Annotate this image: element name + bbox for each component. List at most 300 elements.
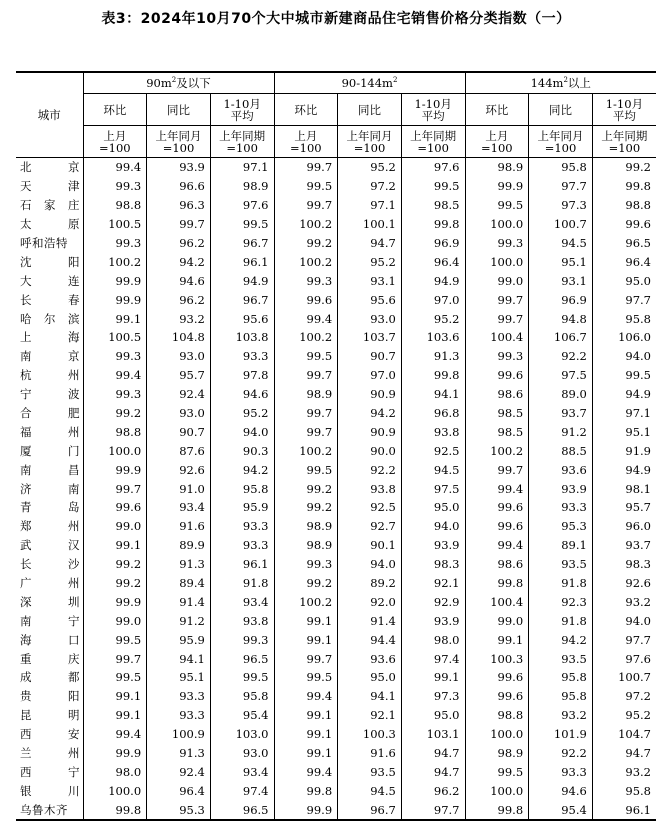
index-value: 94.1 <box>147 649 211 668</box>
index-value: 99.5 <box>465 196 529 215</box>
index-value: 99.8 <box>83 800 147 820</box>
index-value: 99.6 <box>83 498 147 517</box>
index-value: 96.7 <box>210 290 274 309</box>
table-row <box>16 196 656 215</box>
index-value: 95.3 <box>529 517 593 536</box>
index-value: 99.4 <box>274 763 338 782</box>
index-value: 89.0 <box>529 385 593 404</box>
index-value: 91.4 <box>338 611 402 630</box>
index-value: 104.8 <box>147 328 211 347</box>
index-value: 99.2 <box>274 234 338 253</box>
index-value: 98.9 <box>210 177 274 196</box>
index-value: 94.9 <box>625 387 651 402</box>
index-value: 96.4 <box>147 781 211 800</box>
index-value: 100.7 <box>529 215 593 234</box>
index-value: 93.3 <box>210 347 274 366</box>
base-header: 上月 =100 <box>274 126 338 158</box>
index-value: 99.0 <box>465 271 529 290</box>
city-name: 深 圳 <box>16 592 83 611</box>
index-value: 98.5 <box>401 196 465 215</box>
city-name: 济 南 <box>16 479 83 498</box>
index-value: 93.7 <box>625 538 651 553</box>
index-value: 97.1 <box>625 406 651 421</box>
index-value: 94.7 <box>338 234 402 253</box>
index-value: 91.6 <box>147 517 211 536</box>
index-value: 100.1 <box>338 215 402 234</box>
index-value: 93.1 <box>529 271 593 290</box>
index-value: 93.7 <box>529 404 593 423</box>
index-value: 91.3 <box>147 744 211 763</box>
index-value: 90.7 <box>147 422 211 441</box>
index-value: 93.3 <box>210 536 274 555</box>
index-value: 103.8 <box>210 328 274 347</box>
table-row <box>16 347 656 366</box>
index-value: 99.3 <box>274 555 338 574</box>
index-value: 103.1 <box>401 725 465 744</box>
index-value: 99.5 <box>274 460 338 479</box>
index-value: 99.0 <box>83 611 147 630</box>
index-value: 100.0 <box>465 215 529 234</box>
index-value: 100.3 <box>465 649 529 668</box>
index-value: 99.7 <box>465 290 529 309</box>
index-value: 99.4 <box>83 158 147 177</box>
index-value: 96.1 <box>625 802 651 817</box>
index-value: 99.7 <box>274 422 338 441</box>
table-row <box>16 630 656 649</box>
index-value: 99.1 <box>274 630 338 649</box>
index-value: 99.5 <box>274 177 338 196</box>
table-row <box>16 385 656 404</box>
city-name: 乌鲁木齐 <box>16 800 83 820</box>
index-value: 99.4 <box>465 479 529 498</box>
index-value: 93.1 <box>338 271 402 290</box>
index-value: 97.3 <box>529 196 593 215</box>
index-value: 96.7 <box>210 234 274 253</box>
index-value: 97.6 <box>401 158 465 177</box>
index-value: 99.7 <box>465 309 529 328</box>
index-value: 96.5 <box>625 236 651 250</box>
table-row <box>16 574 656 593</box>
index-value: 99.7 <box>274 404 338 423</box>
index-value: 96.1 <box>210 555 274 574</box>
index-value: 100.2 <box>83 252 147 271</box>
index-value: 94.0 <box>210 422 274 441</box>
index-value: 99.7 <box>465 460 529 479</box>
index-value: 99.1 <box>274 706 338 725</box>
city-name: 昆 明 <box>16 706 83 725</box>
index-value: 99.1 <box>83 536 147 555</box>
index-value: 94.5 <box>338 781 402 800</box>
index-value: 91.2 <box>147 611 211 630</box>
city-name: 西 宁 <box>16 763 83 782</box>
index-value: 98.1 <box>625 481 651 496</box>
index-value: 99.5 <box>274 668 338 687</box>
index-value: 91.0 <box>147 479 211 498</box>
index-value: 99.7 <box>274 366 338 385</box>
index-value: 93.0 <box>210 744 274 763</box>
index-value: 95.4 <box>210 706 274 725</box>
table-row <box>16 800 656 820</box>
index-value: 94.1 <box>401 385 465 404</box>
index-value: 95.2 <box>338 252 402 271</box>
index-value: 97.7 <box>401 800 465 820</box>
city-name: 海 口 <box>16 630 83 649</box>
index-value: 99.8 <box>401 215 465 234</box>
index-value: 92.4 <box>147 763 211 782</box>
table-row <box>16 498 656 517</box>
index-value: 93.9 <box>529 479 593 498</box>
base-header: 上年同月 =100 <box>338 126 402 158</box>
index-value: 93.6 <box>338 649 402 668</box>
index-value: 99.5 <box>210 668 274 687</box>
index-value: 93.8 <box>401 422 465 441</box>
index-value: 99.3 <box>274 271 338 290</box>
index-value: 96.2 <box>147 234 211 253</box>
city-name: 郑 州 <box>16 517 83 536</box>
city-name: 宁 波 <box>16 385 83 404</box>
index-value: 92.1 <box>338 706 402 725</box>
index-value: 93.2 <box>625 594 651 609</box>
index-value: 99.8 <box>625 179 651 194</box>
index-value: 99.5 <box>210 215 274 234</box>
index-value: 95.8 <box>210 479 274 498</box>
base-header: 上年同月 =100 <box>529 126 593 158</box>
index-value: 94.2 <box>147 252 211 271</box>
index-value: 93.8 <box>210 611 274 630</box>
index-value: 97.2 <box>338 177 402 196</box>
index-value: 93.4 <box>147 498 211 517</box>
index-value: 98.3 <box>625 557 651 572</box>
index-value: 99.7 <box>147 215 211 234</box>
table-row <box>16 290 656 309</box>
city-name: 合 肥 <box>16 404 83 423</box>
index-value: 93.9 <box>147 158 211 177</box>
index-value: 91.8 <box>210 574 274 593</box>
index-value: 95.1 <box>147 668 211 687</box>
index-value: 99.2 <box>625 160 651 175</box>
index-value: 99.6 <box>465 687 529 706</box>
index-value: 99.6 <box>465 366 529 385</box>
index-value: 95.2 <box>401 309 465 328</box>
index-value: 99.8 <box>274 781 338 800</box>
index-value: 100.2 <box>274 252 338 271</box>
index-value: 99.5 <box>83 630 147 649</box>
city-name: 长 沙 <box>16 555 83 574</box>
index-value: 99.0 <box>83 517 147 536</box>
index-value: 92.2 <box>529 744 593 763</box>
city-name: 厦 门 <box>16 441 83 460</box>
index-value: 100.0 <box>465 781 529 800</box>
index-value: 98.9 <box>465 744 529 763</box>
base-header: 上年同期 =100 <box>592 126 656 158</box>
city-name: 太 原 <box>16 215 83 234</box>
index-value: 92.6 <box>147 460 211 479</box>
group-header-medium: $90-144m^2$ <box>274 72 465 94</box>
index-value: 96.7 <box>338 800 402 820</box>
index-value: 90.1 <box>338 536 402 555</box>
index-value: 99.6 <box>465 498 529 517</box>
index-value: 96.2 <box>401 781 465 800</box>
index-value: 93.0 <box>338 309 402 328</box>
index-value: 99.6 <box>465 668 529 687</box>
city-name: 兰 州 <box>16 744 83 763</box>
index-value: 91.9 <box>625 443 651 458</box>
index-value: 100.0 <box>465 725 529 744</box>
city-name: 天 津 <box>16 177 83 196</box>
index-value: 90.9 <box>338 385 402 404</box>
metric-header: 同比 <box>338 94 402 126</box>
index-value: 95.8 <box>625 783 651 798</box>
index-value: 98.5 <box>465 404 529 423</box>
index-value: 93.0 <box>147 347 211 366</box>
index-value: 99.6 <box>625 217 651 232</box>
index-value: 97.0 <box>338 366 402 385</box>
index-value: 98.9 <box>274 385 338 404</box>
index-value: 104.7 <box>618 727 651 742</box>
index-value: 96.4 <box>401 252 465 271</box>
index-value: 95.2 <box>210 404 274 423</box>
index-value: 92.2 <box>529 347 593 366</box>
base-header: 上月 =100 <box>83 126 147 158</box>
index-value: 96.5 <box>210 800 274 820</box>
index-value: 89.4 <box>147 574 211 593</box>
index-value: 99.3 <box>210 630 274 649</box>
city-name: 西 安 <box>16 725 83 744</box>
index-value: 100.2 <box>274 592 338 611</box>
index-value: 99.8 <box>401 366 465 385</box>
index-value: 94.0 <box>401 517 465 536</box>
group-header-large: $144m^2$以上 <box>465 72 656 94</box>
index-value: 100.7 <box>618 670 651 685</box>
index-value: 93.3 <box>147 706 211 725</box>
index-value: 103.7 <box>338 328 402 347</box>
index-value: 92.0 <box>338 592 402 611</box>
index-value: 94.0 <box>625 613 651 628</box>
index-value: 99.6 <box>465 517 529 536</box>
index-value: 95.0 <box>401 706 465 725</box>
city-name: 南 宁 <box>16 611 83 630</box>
city-name: 哈 尔 滨 <box>16 309 83 328</box>
index-value: 89.2 <box>338 574 402 593</box>
price-index-table <box>16 71 656 821</box>
metric-header: 同比 <box>147 94 211 126</box>
metric-header: 环比 <box>465 94 529 126</box>
index-value: 93.8 <box>338 479 402 498</box>
table-row <box>16 611 656 630</box>
index-value: 92.5 <box>401 441 465 460</box>
index-value: 99.9 <box>274 800 338 820</box>
index-value: 94.7 <box>401 744 465 763</box>
index-value: 98.8 <box>465 706 529 725</box>
city-name: 呼和浩特 <box>16 234 83 253</box>
index-value: 99.1 <box>83 687 147 706</box>
index-value: 96.9 <box>401 234 465 253</box>
city-name: 贵 阳 <box>16 687 83 706</box>
index-value: 99.6 <box>274 290 338 309</box>
index-value: 94.0 <box>338 555 402 574</box>
index-value: 95.7 <box>147 366 211 385</box>
index-value: 97.0 <box>401 290 465 309</box>
index-value: 99.8 <box>465 800 529 820</box>
index-value: 97.3 <box>401 687 465 706</box>
index-value: 93.0 <box>147 404 211 423</box>
index-value: 93.3 <box>210 517 274 536</box>
index-value: 94.2 <box>210 460 274 479</box>
index-value: 100.4 <box>465 328 529 347</box>
index-value: 96.8 <box>401 404 465 423</box>
table-row <box>16 479 656 498</box>
index-value: 94.0 <box>625 349 651 364</box>
index-value: 99.5 <box>83 668 147 687</box>
city-name: 上 海 <box>16 328 83 347</box>
table-row <box>16 234 656 253</box>
index-value: 94.9 <box>401 271 465 290</box>
index-value: 97.4 <box>210 781 274 800</box>
index-value: 99.1 <box>465 630 529 649</box>
index-value: 95.8 <box>625 311 651 326</box>
index-value: 96.1 <box>210 252 274 271</box>
index-value: 91.3 <box>401 347 465 366</box>
index-value: 100.5 <box>83 215 147 234</box>
metric-header: 1-10月 平均 <box>401 94 465 126</box>
index-value: 94.4 <box>338 630 402 649</box>
table-row <box>16 215 656 234</box>
city-name: 大 连 <box>16 271 83 290</box>
index-value: 92.2 <box>338 460 402 479</box>
table-row <box>16 366 656 385</box>
base-header: 上年同月 =100 <box>147 126 211 158</box>
city-name: 成 都 <box>16 668 83 687</box>
index-value: 94.2 <box>529 630 593 649</box>
index-value: 99.2 <box>83 574 147 593</box>
index-value: 93.6 <box>529 460 593 479</box>
index-value: 93.9 <box>401 536 465 555</box>
index-value: 98.6 <box>465 555 529 574</box>
table-row <box>16 441 656 460</box>
index-value: 99.5 <box>401 177 465 196</box>
index-value: 103.6 <box>401 328 465 347</box>
index-value: 99.9 <box>83 744 147 763</box>
index-value: 93.3 <box>147 687 211 706</box>
index-value: 96.0 <box>625 519 651 534</box>
index-value: 97.7 <box>625 292 651 307</box>
index-value: 91.4 <box>147 592 211 611</box>
base-header: 上年同期 =100 <box>210 126 274 158</box>
city-name: 沈 阳 <box>16 252 83 271</box>
index-value: 94.7 <box>625 746 651 761</box>
index-value: 95.7 <box>625 500 651 515</box>
index-value: 95.2 <box>338 158 402 177</box>
index-value: 94.5 <box>401 460 465 479</box>
metric-header: 同比 <box>529 94 593 126</box>
index-value: 95.3 <box>147 800 211 820</box>
group-header-small: $90m^2$及以下 <box>83 72 274 94</box>
index-value: 95.4 <box>529 800 593 820</box>
city-name: 长 春 <box>16 290 83 309</box>
index-value: 93.5 <box>529 649 593 668</box>
index-value: 99.3 <box>83 234 147 253</box>
index-value: 100.2 <box>465 441 529 460</box>
index-value: 93.4 <box>210 592 274 611</box>
index-value: 91.8 <box>529 611 593 630</box>
index-value: 97.5 <box>401 479 465 498</box>
index-value: 96.6 <box>147 177 211 196</box>
table-row <box>16 460 656 479</box>
index-value: 90.3 <box>210 441 274 460</box>
index-value: 99.5 <box>625 368 651 383</box>
index-value: 99.4 <box>465 536 529 555</box>
index-value: 94.2 <box>338 404 402 423</box>
index-value: 96.3 <box>147 196 211 215</box>
index-value: 95.9 <box>147 630 211 649</box>
index-value: 91.2 <box>529 422 593 441</box>
base-header: 上年同期 =100 <box>401 126 465 158</box>
city-column-header: 城市 <box>16 72 83 158</box>
city-name: 武 汉 <box>16 536 83 555</box>
index-value: 100.2 <box>274 441 338 460</box>
table-row <box>16 404 656 423</box>
table-row <box>16 744 656 763</box>
index-value: 99.7 <box>83 649 147 668</box>
index-value: 99.7 <box>274 649 338 668</box>
index-value: 97.2 <box>625 689 651 704</box>
index-value: 89.1 <box>529 536 593 555</box>
index-value: 99.2 <box>83 555 147 574</box>
index-value: 95.0 <box>401 498 465 517</box>
index-value: 99.9 <box>83 290 147 309</box>
index-value: 94.5 <box>529 234 593 253</box>
index-value: 99.8 <box>465 574 529 593</box>
index-value: 93.2 <box>147 309 211 328</box>
index-value: 94.1 <box>338 687 402 706</box>
metric-header: 环比 <box>83 94 147 126</box>
index-value: 99.1 <box>83 309 147 328</box>
index-value: 98.0 <box>401 630 465 649</box>
index-value: 99.7 <box>274 158 338 177</box>
city-name: 银 川 <box>16 781 83 800</box>
table-row <box>16 781 656 800</box>
index-value: 93.9 <box>401 611 465 630</box>
index-value: 99.2 <box>83 404 147 423</box>
table-row <box>16 592 656 611</box>
city-name: 青 岛 <box>16 498 83 517</box>
index-value: 94.8 <box>529 309 593 328</box>
city-name: 石 家 庄 <box>16 196 83 215</box>
metric-header: 1-10月 平均 <box>210 94 274 126</box>
index-value: 91.8 <box>529 574 593 593</box>
city-name: 北 京 <box>16 158 83 177</box>
index-value: 99.5 <box>465 763 529 782</box>
table-row <box>16 649 656 668</box>
city-name: 重 庆 <box>16 649 83 668</box>
city-name: 广 州 <box>16 574 83 593</box>
index-value: 106.7 <box>529 328 593 347</box>
index-value: 97.7 <box>529 177 593 196</box>
metric-header: 1-10月 平均 <box>592 94 656 126</box>
index-value: 95.2 <box>625 708 651 723</box>
index-value: 92.1 <box>401 574 465 593</box>
index-value: 96.5 <box>210 649 274 668</box>
index-value: 94.9 <box>625 462 651 477</box>
index-value: 100.0 <box>83 441 147 460</box>
city-name: 福 州 <box>16 422 83 441</box>
index-value: 99.4 <box>274 309 338 328</box>
index-value: 94.6 <box>210 385 274 404</box>
index-value: 99.3 <box>465 347 529 366</box>
index-value: 99.1 <box>401 668 465 687</box>
index-value: 98.0 <box>83 763 147 782</box>
index-value: 97.6 <box>625 651 651 666</box>
